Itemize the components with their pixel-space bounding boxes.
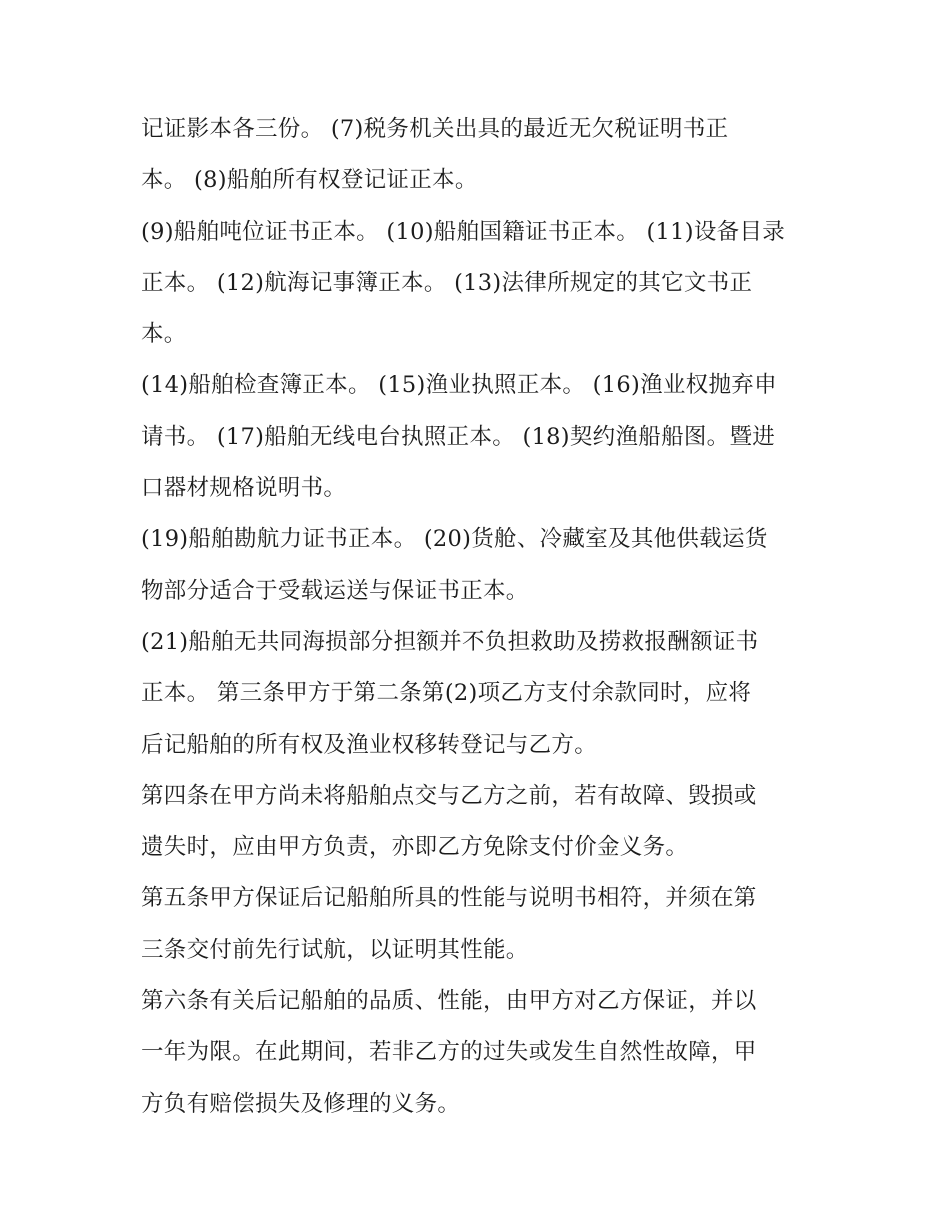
text-line: 第五条甲方保证后记船舶所具的性能与说明书相符，并须在第 — [141, 885, 757, 912]
text-line: 一年为限。在此期间，若非乙方的过失或发生自然性故障，甲 — [141, 1039, 757, 1066]
text-line: 后记船舶的所有权及渔业权移转登记与乙方。 — [141, 731, 598, 758]
text-line: 物部分适合于受载运送与保证书正本。 — [141, 577, 529, 604]
text-line: 遗失时，应由甲方负责，亦即乙方免除支付价金义务。 — [141, 834, 689, 861]
document-body — [141, 104, 821, 1130]
text-line: 三条交付前先行试航，以证明其性能。 — [141, 936, 529, 963]
text-line: 口器材规格说明书。 — [141, 475, 347, 502]
text-line: 正本。 第三条甲方于第二条第(2)项乙方支付余款同时，应将 — [141, 680, 752, 707]
text-line: (14)船舶检查簿正本。 (15)渔业执照正本。 (16)渔业权抛弃申 — [141, 372, 777, 399]
text-line: 本。 — [141, 321, 187, 348]
text-line: 记证影本各三份。 (7)税务机关出具的最近无欠税证明书正 — [141, 116, 729, 142]
text-line: 第六条有关后记船舶的品质、性能，由甲方对乙方保证，并以 — [141, 988, 757, 1015]
text-line: 方负有赔偿损失及修理的义务。 — [141, 1090, 461, 1117]
text-line: 正本。 (12)航海记事簿正本。 (13)法律所规定的其它文书正 — [141, 269, 753, 296]
text-line: (9)船舶吨位证书正本。 (10)船舶国籍证书正本。 (11)设备目录 — [141, 218, 786, 245]
text-line: (19)船舶勘航力证书正本。 (20)货舱、冷藏室及其他供载运货 — [141, 526, 768, 553]
text-line: 请书。 (17)船舶无线电台执照正本。 (18)契约渔船船图。暨进 — [141, 423, 776, 450]
text-line: (21)船舶无共同海损部分担额并不负担救助及捞救报酬额证书 — [141, 628, 759, 655]
text-line: 第四条在甲方尚未将船舶点交与乙方之前，若有故障、毁损或 — [141, 782, 757, 809]
text-line: 本。 (8)船舶所有权登记证正本。 — [141, 167, 478, 194]
